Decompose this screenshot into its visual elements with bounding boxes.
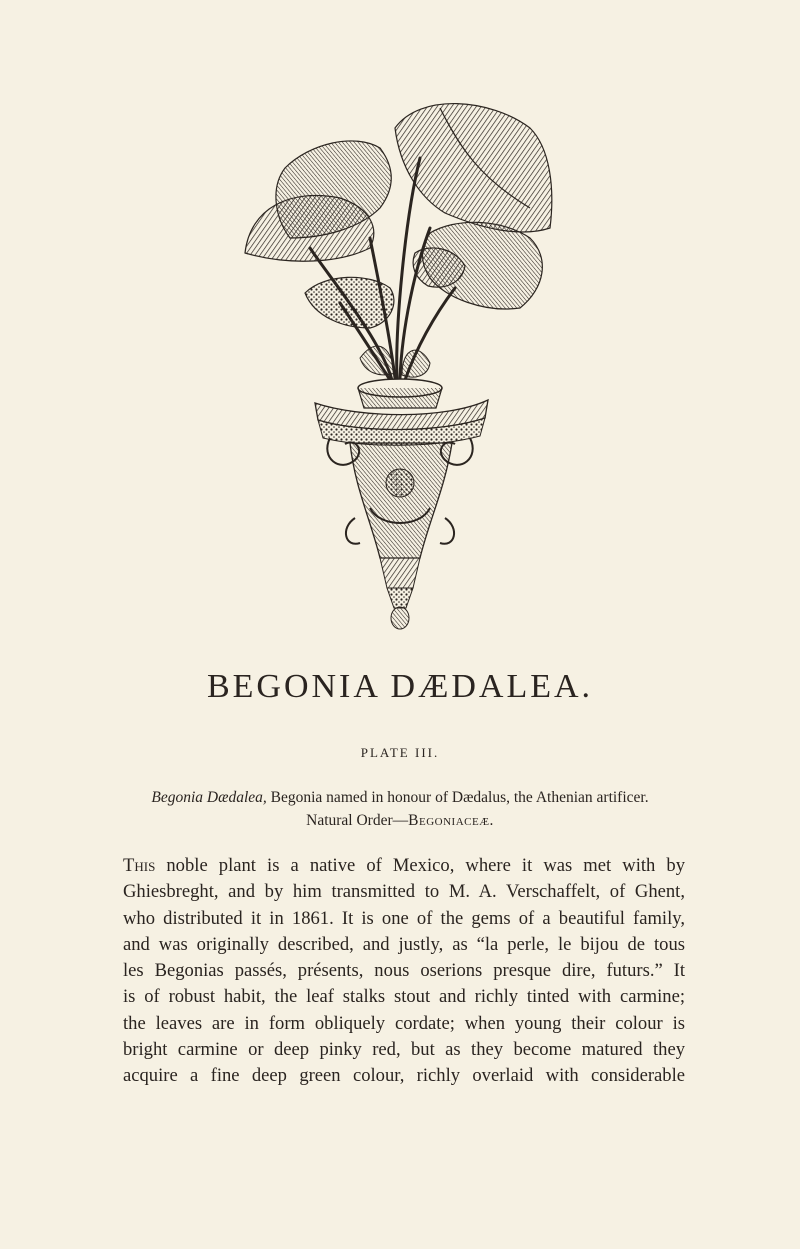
body-line: who distributed it in 1861. It is one of the gems of a beautiful family,	[123, 907, 685, 929]
botanical-name: Begonia Dædalea,	[151, 789, 267, 806]
body-line: This noble plant is a native of Mexico, where it was met with by	[123, 855, 685, 876]
body-line: and was originally described, and justly, as “la perle, le bijou de tous	[123, 933, 685, 955]
plate-title: BEGONIA DÆDALEA.	[206, 668, 594, 705]
body-line: bright carmine or deep pinky red, but as they become matured they	[123, 1039, 685, 1061]
begonia-illustration	[230, 88, 570, 633]
body-line: les Begonias passés, présents, nous oserions presque dire, futurs.” It	[123, 960, 685, 982]
natural-order-line	[0, 812, 800, 830]
natural-order-value: Begoniaceæ.	[408, 812, 494, 829]
body-line: the leaves are in form obliquely cordate; when young their colour is	[123, 1012, 685, 1034]
natural-order-label: Natural Order—	[306, 812, 409, 829]
name-description: Begonia named in honour of Dædalus, the Athenian artificer.	[270, 789, 649, 806]
body-line: is of robust habit, the leaf stalks stout and richly tinted with carmine;	[123, 986, 685, 1008]
botanical-name-line	[0, 789, 800, 807]
body-paragraph	[123, 853, 685, 1090]
begonia-engraving-icon	[230, 88, 570, 633]
body-line: acquire a fine deep green colour, richly overlaid with considerable	[123, 1065, 685, 1087]
body-line: Ghiesbreght, and by him transmitted to M. A. Verschaffelt, of Ghent,	[123, 881, 685, 903]
plate-number: PLATE III.	[360, 745, 440, 760]
